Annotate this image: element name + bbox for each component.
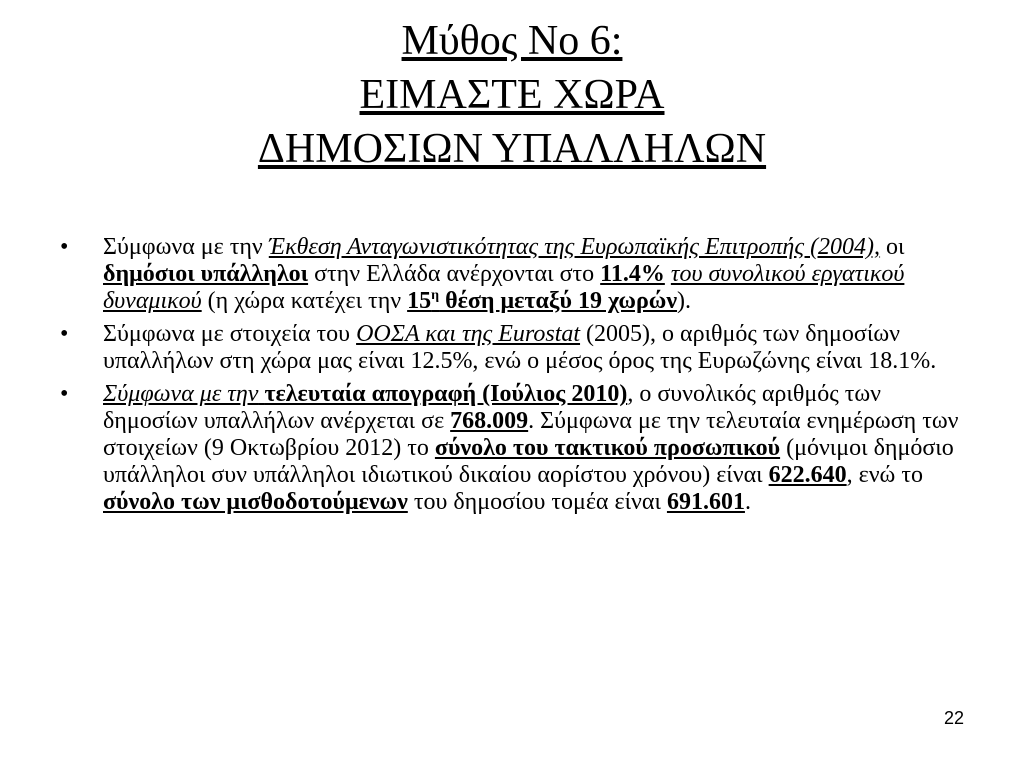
highlight-number: 11.4% <box>600 261 665 287</box>
source-reference: ΟΟΣΑ και της Eurostat <box>356 321 581 347</box>
text-run: , ενώ το <box>846 462 923 488</box>
highlight-number: 691.601 <box>666 489 745 515</box>
title-line-3: ΔΗΜΟΣΙΩΝ ΥΠΑΛΛΗΛΩΝ <box>257 126 767 172</box>
bullet-dot-icon: • <box>60 321 69 347</box>
text-run: (η χώρα κατέχει την <box>201 288 408 314</box>
highlight-rank: $15^\eta$ θέση μεταξύ 19 χωρών <box>407 288 678 314</box>
title-line-2: ΕΙΜΑΣΤΕ ΧΩΡΑ <box>359 72 665 118</box>
page-number: 22 <box>943 708 964 728</box>
text-run: Σύμφωνα με στοιχεία του <box>103 321 357 347</box>
text-run: . <box>744 489 751 515</box>
bullet-list <box>60 234 970 522</box>
text-run: ). <box>677 288 692 314</box>
highlight-term: σύνολο των μισθοδοτούμενων <box>103 489 408 515</box>
bullet-item-3 <box>60 381 970 516</box>
highlight-number: 768.009 <box>450 408 529 434</box>
text-run: του δημοσίου τομέα είναι <box>407 489 667 515</box>
bullet-item-2 <box>60 321 970 375</box>
highlight-term: τελευταία απογραφή (Ιούλιος 2010) <box>264 381 628 407</box>
text-run: Σύμφωνα με την <box>103 234 269 260</box>
italic-term: του συνολικού εργατικού δυναμικού <box>103 261 905 314</box>
text-run: στην Ελλάδα ανέρχονται στο <box>308 261 601 287</box>
bullet-dot-icon: • <box>60 381 69 407</box>
text-run: . Σύμφωνα με την τελευταία ενημέρωση των στοιχείων (9 Οκτωβρίου 2012) το <box>103 408 959 461</box>
italic-term: Σύμφωνα με την <box>103 381 259 407</box>
text-run: , ο συνολικός αριθμός των δημοσίων υπαλλήλων ανέρχεται σε <box>103 381 882 434</box>
text-run: (μόνιμοι δημόσιο υπάλληλοι συν υπάλληλοι ιδιωτικού δικαίου αορίστου χρόνου) είναι <box>103 435 954 488</box>
text-run: οι <box>880 234 905 260</box>
bullet-item-1 <box>60 234 970 315</box>
highlight-term: σύνολο του τακτικού προσωπικού <box>434 435 781 461</box>
report-reference: Έκθεση Ανταγωνιστικότητας της Ευρωπαϊκής Επιτροπής (2004), <box>268 234 881 260</box>
title-line-1: Μύθος Νο 6: <box>401 18 623 64</box>
highlight-number: 622.640 <box>768 462 847 488</box>
bullet-dot-icon: • <box>60 234 69 260</box>
text-run: (2005), ο αριθμός των δημοσίων υπαλλήλων στη χώρα μας είναι 12.5%, ενώ ο μέσος όρος της Ευρωζώνης είναι 18.1%. <box>103 321 937 374</box>
highlight-term: δημόσιοι υπάλληλοι <box>103 261 309 287</box>
slide-title <box>0 14 1024 176</box>
